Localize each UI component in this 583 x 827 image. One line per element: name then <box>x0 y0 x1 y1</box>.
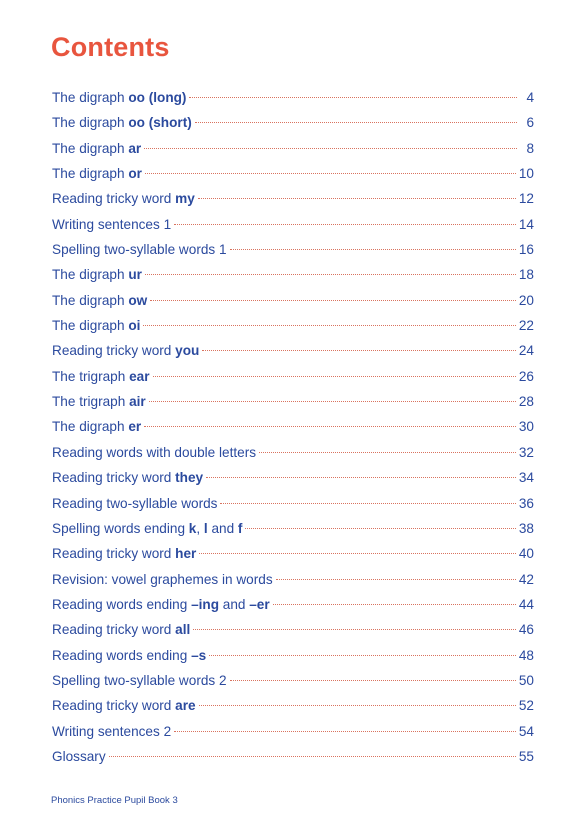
dot-leader <box>206 477 516 478</box>
toc-entry-title: The digraph ar <box>52 140 142 156</box>
toc-entry-title: Reading words ending –ing and –er <box>52 596 270 612</box>
toc-page-number: 22 <box>518 318 534 334</box>
toc-page-number: 14 <box>518 216 534 232</box>
dot-leader <box>145 173 516 174</box>
dot-leader <box>189 97 517 98</box>
toc-page-number: 38 <box>518 520 534 536</box>
dot-leader <box>144 148 517 149</box>
toc-entry-title: Reading tricky word her <box>52 546 197 562</box>
toc-entry-title: The digraph or <box>52 166 142 182</box>
dot-leader <box>193 629 516 630</box>
toc-page-number: 52 <box>518 698 534 714</box>
toc-page-number: 46 <box>518 622 534 638</box>
dot-leader <box>230 249 516 250</box>
toc-entry-title: Writing sentences 2 <box>52 723 172 739</box>
toc-entry-title: Spelling two-syllable words 2 <box>52 672 227 688</box>
toc-entry-title: The digraph oo (short) <box>52 115 192 131</box>
toc-entry[interactable] <box>52 440 534 465</box>
toc-page-number: 30 <box>518 419 534 435</box>
toc-entry[interactable] <box>52 288 534 313</box>
dot-leader <box>209 655 516 656</box>
toc-page-number: 36 <box>518 495 534 511</box>
toc-entry-title: Reading tricky word are <box>52 698 196 714</box>
toc-entry[interactable] <box>52 186 534 211</box>
toc-entry[interactable] <box>52 389 534 414</box>
toc-page-number: 55 <box>518 748 534 764</box>
dot-leader <box>199 553 516 554</box>
toc-entry-title: Reading words with double letters <box>52 444 257 460</box>
toc-entry[interactable] <box>52 516 534 541</box>
toc-entry[interactable] <box>52 364 534 389</box>
toc-entry-title: Reading tricky word they <box>52 470 204 486</box>
page-title: Contents <box>51 32 170 62</box>
dot-leader <box>153 376 516 377</box>
toc-entry-title: Reading words ending –s <box>52 647 207 663</box>
toc-entry-title: Reading two-syllable words <box>52 495 218 511</box>
table-of-contents <box>52 85 534 769</box>
toc-page-number: 10 <box>518 166 534 182</box>
toc-entry-title: The digraph oo (long) <box>52 90 187 105</box>
toc-entry[interactable] <box>52 465 534 490</box>
toc-entry[interactable] <box>52 592 534 617</box>
toc-page-number: 54 <box>518 723 534 739</box>
dot-leader <box>230 680 516 681</box>
dot-leader <box>144 426 516 427</box>
toc-entry[interactable] <box>52 414 534 439</box>
toc-entry[interactable] <box>52 161 534 186</box>
toc-page-number: 48 <box>518 647 534 663</box>
toc-entry[interactable] <box>52 110 534 135</box>
toc-entry-title: Spelling two-syllable words 1 <box>52 242 227 258</box>
dot-leader <box>145 274 516 275</box>
toc-page-number: 8 <box>526 140 534 156</box>
dot-leader <box>174 731 516 732</box>
toc-entry[interactable] <box>52 693 534 718</box>
toc-entry[interactable] <box>52 491 534 516</box>
toc-page-number: 44 <box>518 596 534 612</box>
dot-leader <box>149 401 516 402</box>
toc-entry[interactable] <box>52 541 534 566</box>
toc-page-number: 18 <box>518 267 534 283</box>
toc-entry-title: Revision: vowel graphemes in words <box>52 571 273 587</box>
toc-entry[interactable] <box>52 617 534 642</box>
toc-entry[interactable] <box>52 668 534 693</box>
dot-leader <box>109 756 516 757</box>
toc-entry-title: The digraph ow <box>52 292 148 308</box>
toc-entry-title: The digraph er <box>52 419 142 435</box>
dot-leader <box>276 579 516 580</box>
dot-leader <box>198 198 516 199</box>
toc-page-number: 16 <box>518 242 534 258</box>
toc-entry[interactable] <box>52 313 534 338</box>
dot-leader <box>199 705 516 706</box>
toc-page-number: 42 <box>518 571 534 587</box>
toc-entry-title: The trigraph ear <box>52 368 150 384</box>
toc-entry[interactable] <box>52 744 534 769</box>
dot-leader <box>174 224 516 225</box>
toc-page-number: 32 <box>518 444 534 460</box>
dot-leader <box>273 604 516 605</box>
toc-entry[interactable] <box>52 85 534 110</box>
toc-page-number: 40 <box>518 546 534 562</box>
toc-entry-title: Spelling words ending k, l and f <box>52 520 243 536</box>
toc-entry[interactable] <box>52 262 534 287</box>
toc-entry[interactable] <box>52 338 534 363</box>
toc-entry-title: The digraph oi <box>52 318 141 334</box>
toc-entry[interactable] <box>52 719 534 744</box>
toc-entry[interactable] <box>52 136 534 161</box>
dot-leader <box>143 325 515 326</box>
dot-leader <box>202 350 516 351</box>
toc-entry[interactable] <box>52 567 534 592</box>
toc-entry-title: Reading tricky word you <box>52 343 200 359</box>
footer-book-title: Phonics Practice Pupil Book 3 <box>51 795 178 806</box>
dot-leader <box>259 452 516 453</box>
toc-page-number: 28 <box>518 394 534 410</box>
toc-entry[interactable] <box>52 643 534 668</box>
toc-entry-title: The trigraph air <box>52 394 146 410</box>
toc-entry[interactable] <box>52 212 534 237</box>
toc-entry-title: Glossary <box>52 748 106 764</box>
toc-page-number: 12 <box>518 191 534 207</box>
toc-entry-title: Writing sentences 1 <box>52 216 172 232</box>
toc-page-number: 24 <box>518 343 534 359</box>
toc-entry-title: Reading tricky word all <box>52 622 191 638</box>
toc-entry[interactable] <box>52 237 534 262</box>
dot-leader <box>150 300 516 301</box>
toc-entry-title: Reading tricky word my <box>52 191 195 207</box>
toc-page-number: 50 <box>518 672 534 688</box>
toc-page-number: 26 <box>518 368 534 384</box>
toc-page-number: 20 <box>518 292 534 308</box>
toc-page-number: 6 <box>526 115 534 131</box>
toc-entry-title: The digraph ur <box>52 267 142 283</box>
dot-leader <box>245 528 515 529</box>
dot-leader <box>220 503 515 504</box>
dot-leader <box>195 122 517 123</box>
toc-page-number: 4 <box>526 90 534 105</box>
toc-page-number: 34 <box>518 470 534 486</box>
